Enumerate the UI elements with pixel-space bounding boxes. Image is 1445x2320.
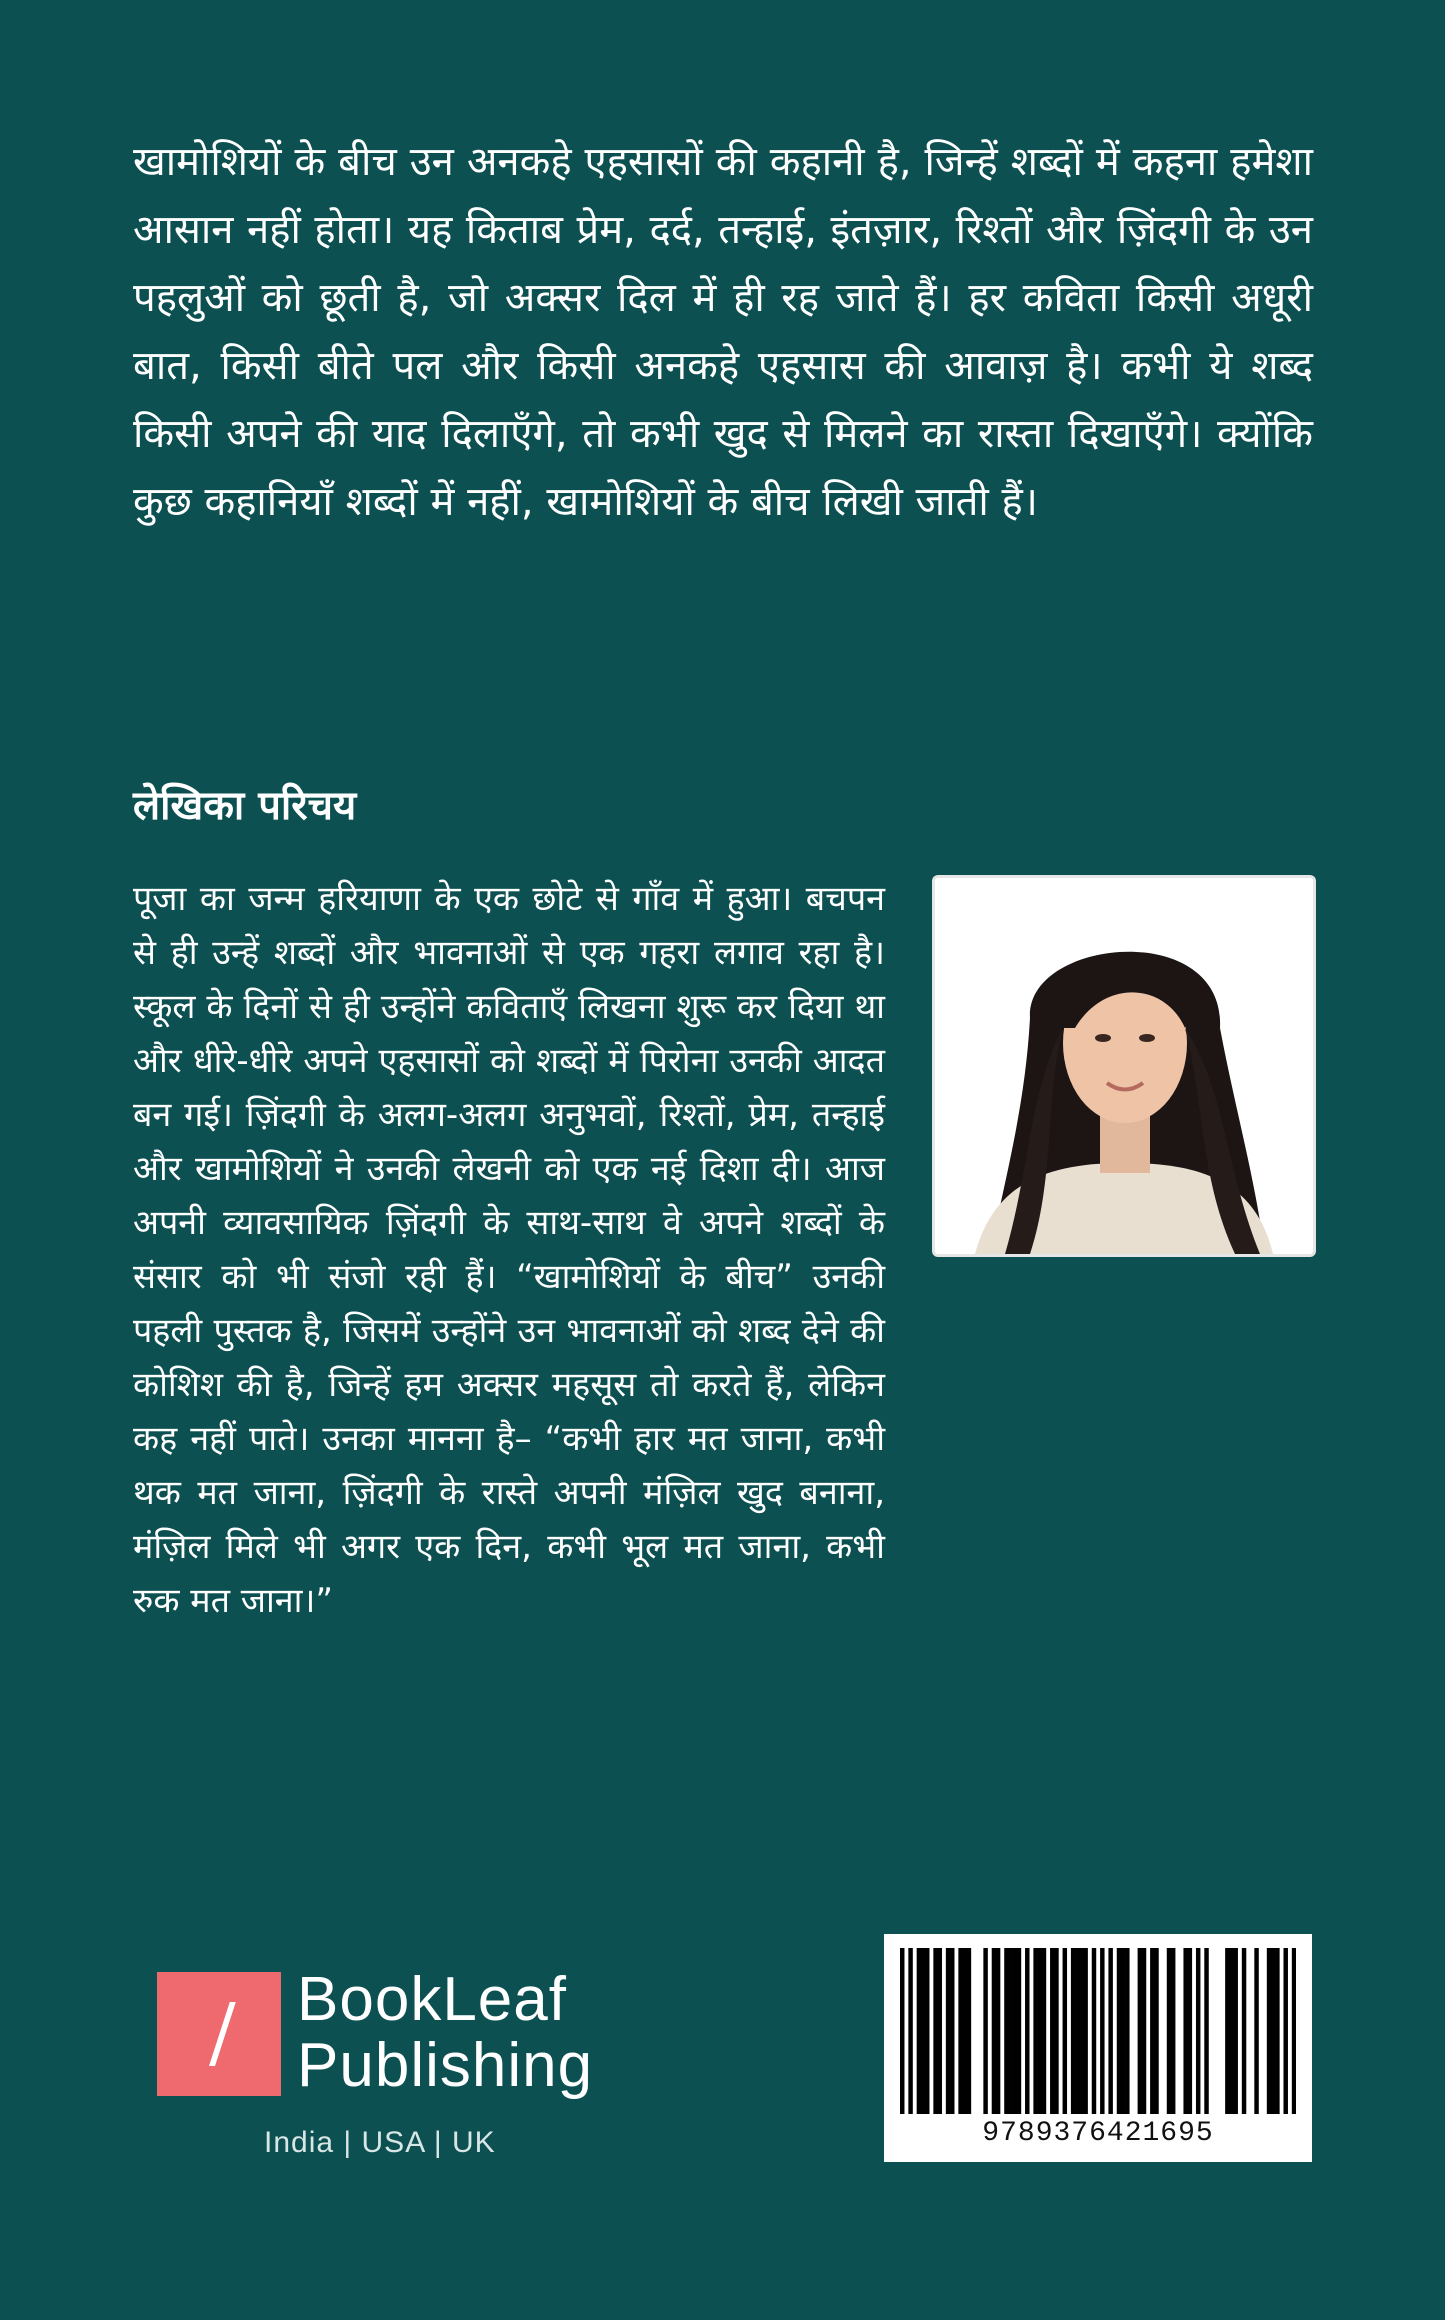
- barcode-bar: [1100, 1948, 1104, 2114]
- barcode-bar: [1271, 1948, 1275, 2114]
- barcode-bar: [1025, 1948, 1029, 2114]
- barcode-bar: [1042, 1948, 1046, 2114]
- barcode-bar: [1083, 1948, 1087, 2114]
- barcode-bar: [1054, 1948, 1058, 2114]
- slash-logo-icon: [157, 1972, 281, 2096]
- barcode-bar: [1188, 1948, 1192, 2114]
- barcode-bar: [1283, 1948, 1287, 2114]
- publisher-logo: [157, 1965, 657, 2172]
- barcode-bar: [958, 1948, 962, 2114]
- barcode-bar: [1121, 1948, 1125, 2114]
- barcode-bar: [1225, 1948, 1229, 2114]
- barcode-bar: [1075, 1948, 1079, 2114]
- barcode-bar: [946, 1948, 950, 2114]
- barcode-bar: [1038, 1948, 1042, 2114]
- publisher-name-line2: Publishing: [297, 2031, 594, 2100]
- barcode-bar: [1108, 1948, 1112, 2114]
- barcode-bar: [950, 1948, 954, 2114]
- back-cover-blurb: खामोशियों के बीच उन अनकहे एहसासों की कहानी है, जिन्हें शब्दों में कहना हमेशा आसान नहीं होता। यह किताब प्रेम, दर्द, तन्हाई, इंतज़ार, रिश्तों और ज़िंदगी के उन पहलुओं को छूती है, जो अक्सर दिल में ही रह जाते हैं। हर कविता किसी अधूरी बात, किसी बीते पल और किसी अनकहे एहसास की आवाज़ है। कभी ये शब्द किसी अपने की याद दिलाएँगे, तो कभी खुद से मिलने का रास्ता दिखाएँगे। क्योंकि कुछ कहानियाँ शब्दों में नहीं, खामोशियों के बीच लिखी जाती हैं।: [133, 139, 1313, 525]
- barcode-bar: [900, 1948, 904, 2114]
- barcode-bar: [1242, 1948, 1246, 2114]
- barcode-bar: [1004, 1948, 1008, 2114]
- isbn-number: 9789376421695: [982, 2118, 1214, 2149]
- barcode-bar: [1117, 1948, 1121, 2114]
- barcode-bar: [1008, 1948, 1012, 2114]
- barcode-bar: [933, 1948, 937, 2114]
- barcode-bar: [1167, 1948, 1171, 2114]
- barcode-bar: [992, 1948, 996, 2114]
- isbn-barcode: [884, 1934, 1312, 2162]
- publisher-regions: India | USA | UK: [264, 2126, 496, 2159]
- barcode-bar: [1275, 1948, 1279, 2114]
- author-bio: पूजा का जन्म हरियाणा के एक छोटे से गाँव में हुआ। बचपन से ही उन्हें शब्दों और भावनाओं से एक गहरा लगाव रहा है। स्कूल के दिनों से ही उन्होंने कविताएँ लिखना शुरू कर दिया था और धीरे-धीरे अपने एहसासों को शब्दों में पिरोना उनकी आदत बन गई। ज़िंदगी के अलग-अलग अनुभवों, रिश्तों, प्रेम, तन्हाई और खामोशियों ने उनकी लेखनी को एक नई दिशा दी। आज अपनी व्यावसायिक ज़िंदगी के साथ-साथ वे अपने शब्दों के संसार को भी संजो रही हैं। “खामोशियों के बीच” उनकी पहली पुस्तक है, जिसमें उन्होंने उन भावनाओं को शब्द देने की कोशिश की है, जिन्हें हम अक्सर महसूस तो करते हैं, लेकिन कह नहीं पाते। उनका मानना है– “कभी हार मत जाना, कभी थक मत जाना, ज़िंदगी के रास्ते अपनी मंज़िल खुद बनाना, मंज़िल मिले भी अगर एक दिन, कभी भूल मत जाना, कभी रुक मत जाना।”: [133, 879, 885, 1621]
- barcode-bar: [1154, 1948, 1158, 2114]
- barcode-bar: [1071, 1948, 1075, 2114]
- barcode-bar: [1150, 1948, 1154, 2114]
- barcode-bar: [1013, 1948, 1017, 2114]
- author-photo: [932, 875, 1316, 1257]
- barcode-bar: [1233, 1948, 1237, 2114]
- barcode-bar: [1267, 1948, 1271, 2114]
- barcode-bar: [917, 1948, 921, 2114]
- barcode-bar: [996, 1948, 1000, 2114]
- barcode-bar: [925, 1948, 929, 2114]
- barcode-bars-icon: [900, 1948, 1296, 2114]
- barcode-bar: [908, 1948, 912, 2114]
- barcode-bar: [1196, 1948, 1200, 2114]
- barcode-bar: [967, 1948, 971, 2114]
- barcode-bar: [1204, 1948, 1208, 2114]
- author-intro-heading: लेखिका परिचय: [133, 783, 357, 829]
- barcode-bar: [1050, 1948, 1054, 2114]
- barcode-bar: [1079, 1948, 1083, 2114]
- barcode-bar: [1183, 1948, 1187, 2114]
- author-portrait-image: [935, 878, 1313, 1254]
- barcode-bar: [1092, 1948, 1096, 2114]
- barcode-bar: [1017, 1948, 1021, 2114]
- barcode-bar: [1229, 1948, 1233, 2114]
- barcode-bar: [1292, 1948, 1296, 2114]
- barcode-bar: [1142, 1948, 1146, 2114]
- barcode-bar: [938, 1948, 942, 2114]
- barcode-bar: [1063, 1948, 1067, 2114]
- barcode-bar: [1254, 1948, 1258, 2114]
- barcode-bar: [1125, 1948, 1129, 2114]
- barcode-bar: [1171, 1948, 1175, 2114]
- publisher-name-line1: BookLeaf: [297, 1965, 567, 2034]
- barcode-bar: [1138, 1948, 1142, 2114]
- barcode-bar: [921, 1948, 925, 2114]
- barcode-bar: [963, 1948, 967, 2114]
- barcode-bar: [1033, 1948, 1037, 2114]
- barcode-bar: [983, 1948, 987, 2114]
